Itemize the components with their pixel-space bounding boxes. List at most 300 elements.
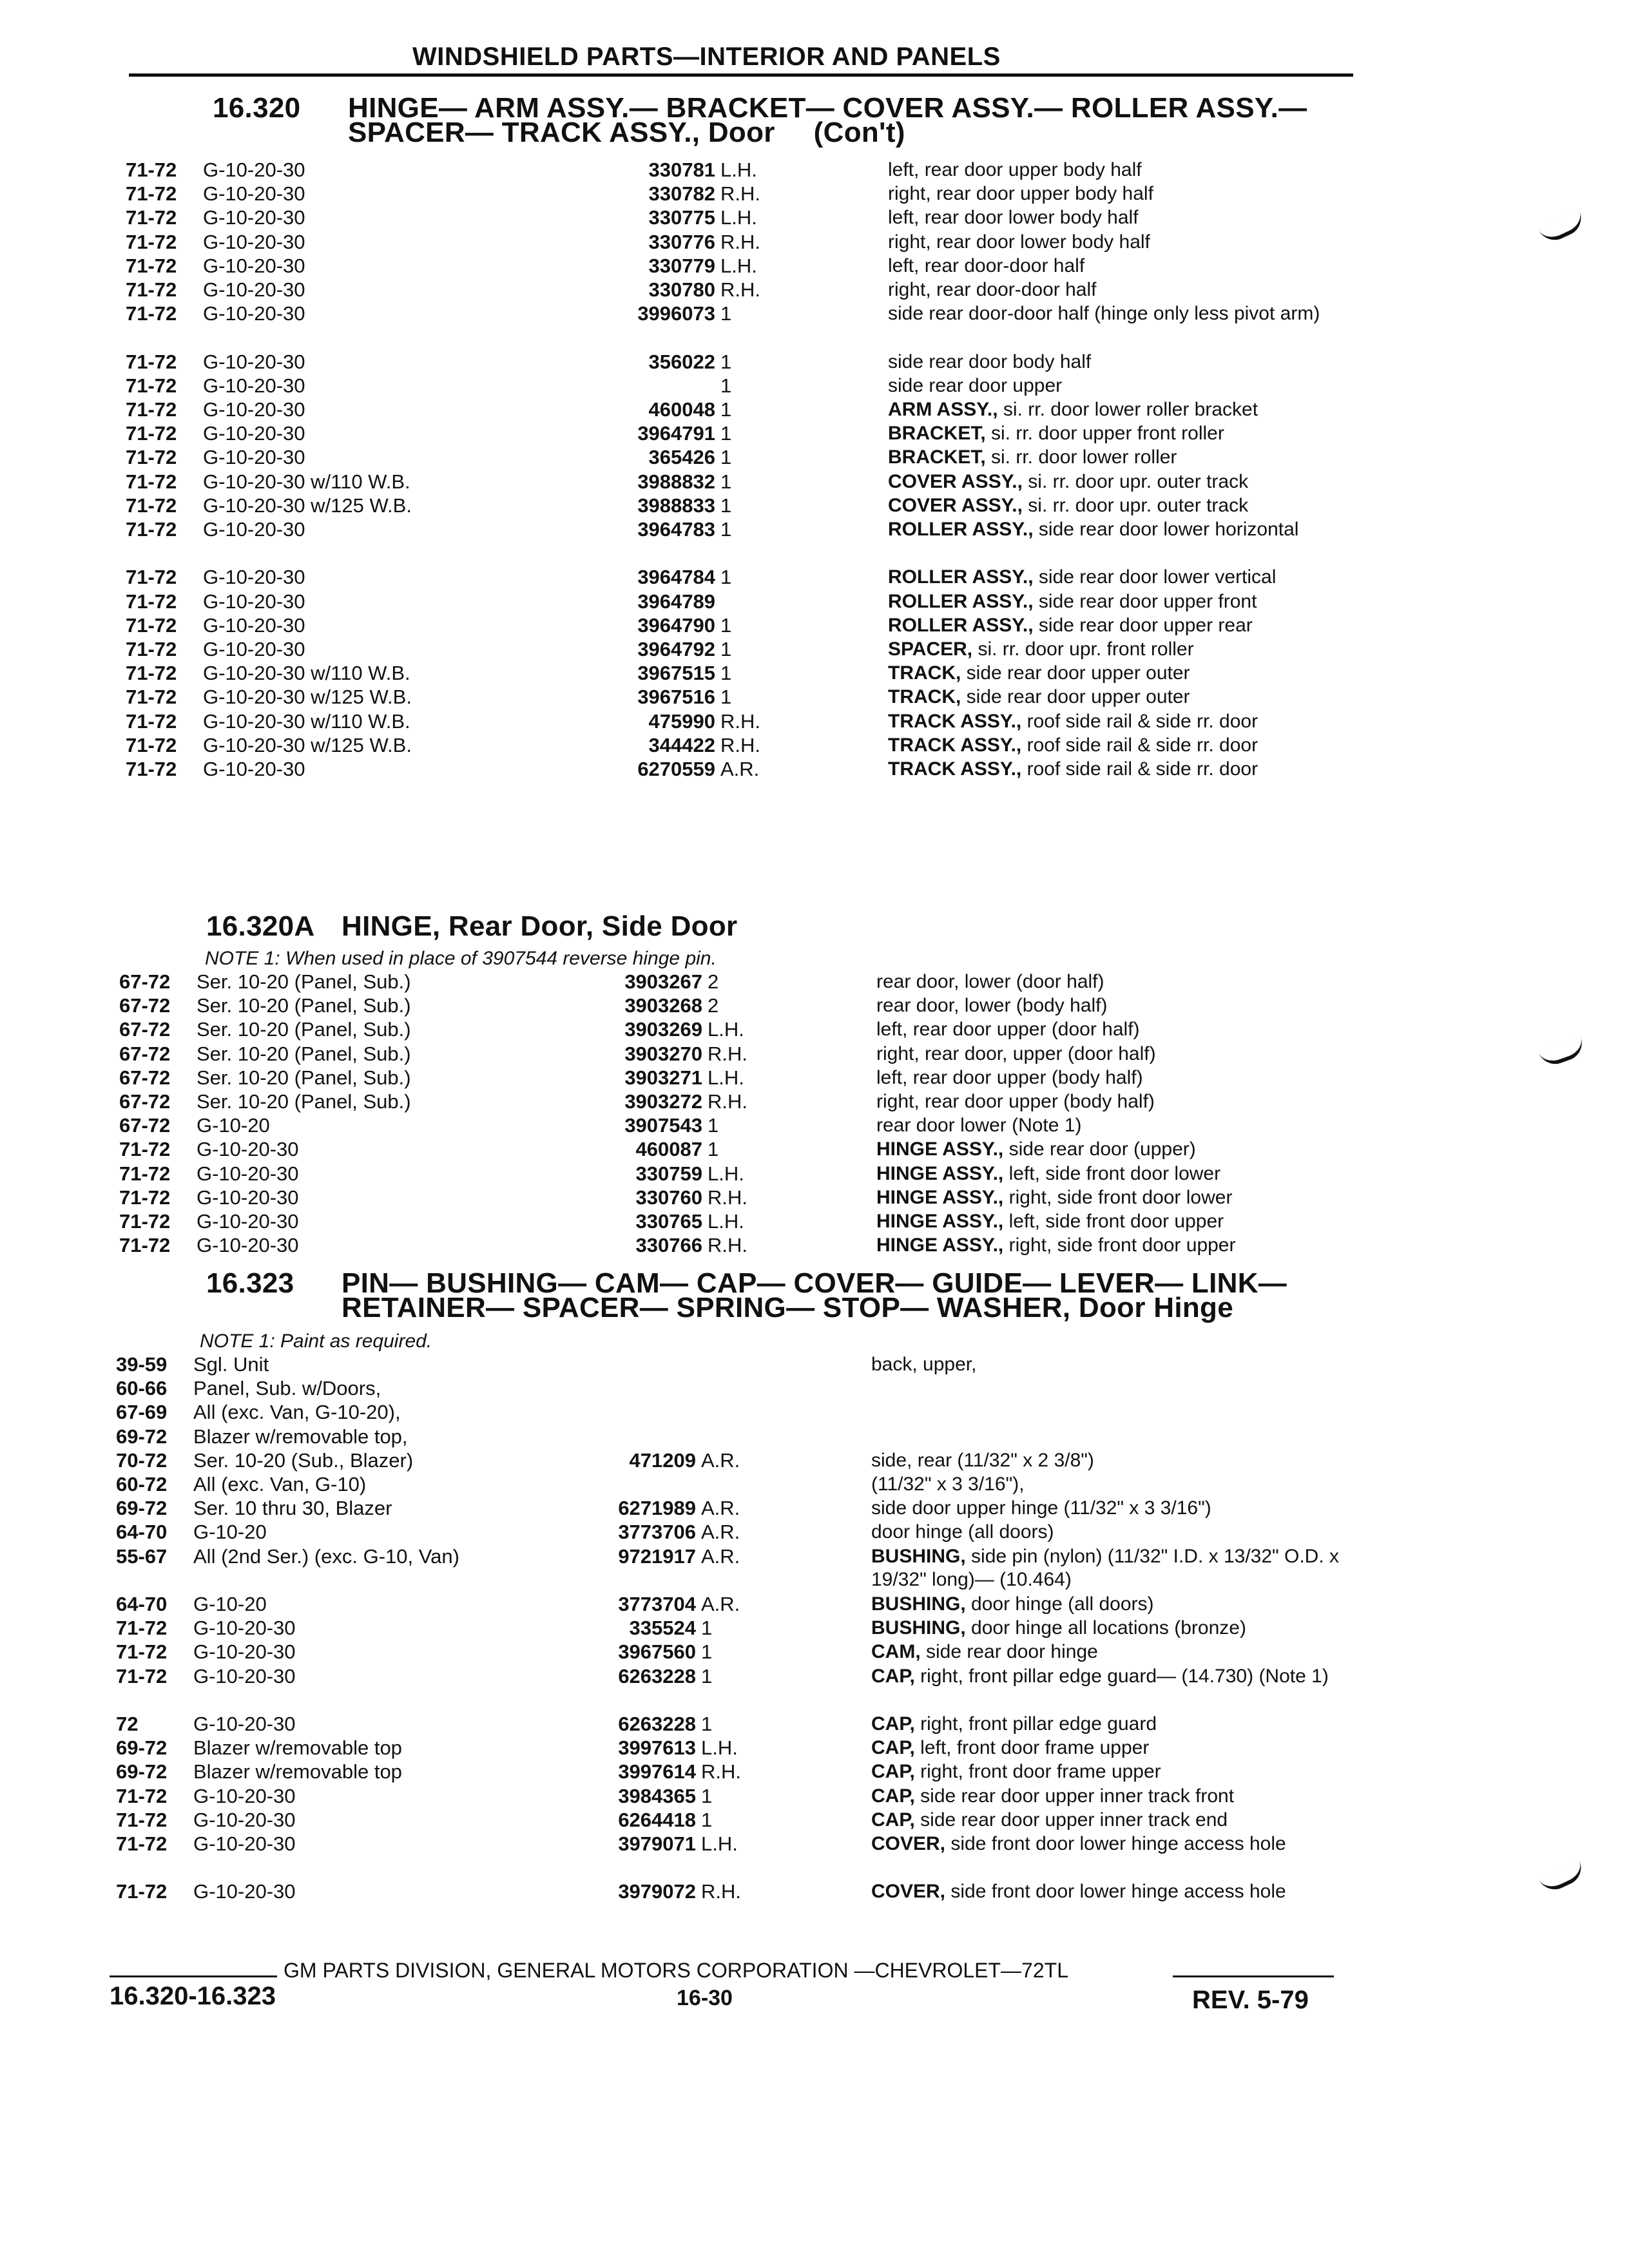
part-number-cell: 471209 <box>629 1448 696 1472</box>
year-cell: 69-72 <box>116 1497 168 1520</box>
year-cell: 71-72 <box>116 1808 168 1831</box>
description-cell <box>871 1736 1361 1760</box>
quantity-cell: 1 <box>701 1664 713 1687</box>
page-title: WINDSHIELD PARTS—INTERIOR AND PANELS <box>412 43 1001 71</box>
part-number-cell: 330780 <box>648 278 715 301</box>
model-cell: All (exc. Van, G-10) <box>193 1473 367 1495</box>
table-row <box>116 1760 1547 1783</box>
description-cell <box>876 1066 1366 1090</box>
description-cell <box>888 470 1378 494</box>
quantity-cell: 1 <box>720 422 732 445</box>
part-number-cell: 3903272 <box>624 1090 702 1113</box>
model-cell: Blazer w/removable top, <box>193 1425 408 1448</box>
quantity-cell: R.H. <box>708 1042 747 1065</box>
year-cell: 71-72 <box>126 638 177 660</box>
part-number-cell: 6270559 <box>637 758 715 780</box>
description-cell <box>888 590 1378 613</box>
part-number-cell: 3967516 <box>637 686 715 709</box>
part-number-cell: 3907543 <box>624 1114 702 1137</box>
year-cell: 64-70 <box>116 1593 168 1615</box>
table-row <box>116 1713 1547 1736</box>
table-row <box>116 1617 1547 1640</box>
year-cell: 71-72 <box>126 206 177 229</box>
footer-publisher: GM PARTS DIVISION, GENERAL MOTORS CORPORATION —CHEVROLET—72TL <box>284 1959 1068 1982</box>
description-keyword: TRACK ASSY., <box>888 710 1022 732</box>
description-keyword: TRACK, <box>888 662 961 684</box>
description-cell <box>888 710 1378 733</box>
part-number-cell: 330779 <box>648 254 715 277</box>
year-cell: 71-72 <box>126 398 177 421</box>
table-row <box>116 1401 1547 1424</box>
description-text: left, rear door upper body half <box>888 159 1142 180</box>
table-row <box>126 278 1547 302</box>
model-cell: G-10-20-30 <box>193 1880 296 1903</box>
description-cell <box>888 758 1378 781</box>
section-title-line2: RETAINER— SPACER— SPRING— STOP— WASHER, Door Hinge <box>342 1292 1234 1323</box>
description-keyword: TRACK ASSY., <box>888 758 1022 780</box>
description-text: si. rr. door upper front roller <box>985 423 1224 445</box>
quantity-cell: L.H. <box>708 1066 744 1089</box>
year-cell: 71-72 <box>119 1162 171 1185</box>
description-text: roof side rail & side rr. door <box>1021 710 1258 732</box>
description-cell <box>871 1832 1361 1856</box>
description-text: right, side front door lower <box>1003 1186 1233 1208</box>
year-cell: 69-72 <box>116 1425 168 1448</box>
table-row <box>119 1090 1547 1113</box>
description-text: side front door lower hinge access hole <box>945 1833 1286 1854</box>
description-cell <box>888 446 1378 469</box>
quantity-cell: 1 <box>708 1138 719 1161</box>
year-cell: 67-72 <box>119 994 171 1017</box>
description-cell <box>871 1473 1361 1496</box>
quantity-cell: 1 <box>708 1114 719 1137</box>
quantity-cell: 1 <box>720 398 732 421</box>
description-keyword: CAM, <box>871 1641 921 1663</box>
description-cell <box>876 1114 1366 1137</box>
year-cell: 71-72 <box>119 1234 171 1257</box>
table-row <box>119 1114 1547 1137</box>
description-cell <box>871 1665 1361 1688</box>
model-cell: G-10-20-30 <box>203 302 305 325</box>
part-number-cell: 3967560 <box>618 1640 696 1664</box>
description-keyword: COVER, <box>871 1881 946 1903</box>
part-number-cell: 3988833 <box>637 494 715 517</box>
description-keyword: ROLLER ASSY., <box>888 590 1034 612</box>
description-cell <box>871 1593 1361 1616</box>
quantity-cell: 1 <box>720 374 732 397</box>
table-row <box>119 1018 1547 1041</box>
description-keyword: BRACKET, <box>888 423 986 445</box>
part-number-cell: 3773706 <box>618 1521 696 1544</box>
description-text: right, rear door, upper (door half) <box>876 1043 1156 1064</box>
table-row <box>119 1210 1547 1233</box>
description-keyword: ROLLER ASSY., <box>888 566 1034 588</box>
description-text: door hinge (all doors) <box>871 1521 1054 1543</box>
model-cell: G-10-20-30 <box>197 1162 299 1185</box>
model-cell: Ser. 10 thru 30, Blazer <box>193 1497 392 1520</box>
footer-rule-left <box>110 1975 277 1977</box>
section-heading-16-320a <box>206 910 738 942</box>
description-text: side front door lower hinge access hole <box>945 1881 1286 1903</box>
table-row <box>116 1473 1547 1496</box>
description-text: left, rear door upper (body half) <box>876 1066 1143 1088</box>
quantity-cell: L.H. <box>708 1018 744 1041</box>
description-keyword: TRACK ASSY., <box>888 734 1022 756</box>
table-row <box>126 614 1547 637</box>
description-keyword: COVER ASSY., <box>888 470 1023 492</box>
table-row <box>126 446 1547 469</box>
description-cell <box>888 662 1378 685</box>
year-cell: 71-72 <box>126 446 177 469</box>
part-number-cell: 3964789 <box>637 590 715 613</box>
description-cell <box>888 518 1378 541</box>
part-number-cell: 3964784 <box>637 566 715 589</box>
part-number-cell: 344422 <box>648 733 715 756</box>
quantity-cell: R.H. <box>708 1090 747 1113</box>
quantity-cell: 1 <box>701 1640 713 1664</box>
description-cell <box>888 734 1378 757</box>
description-cell <box>888 422 1378 445</box>
description-cell <box>871 1809 1361 1832</box>
description-keyword: BUSHING, <box>871 1593 966 1615</box>
part-number-cell: 3773704 <box>618 1593 696 1615</box>
table-row <box>119 1186 1547 1209</box>
model-cell: G-10-20-30 <box>193 1664 296 1687</box>
description-text: left, side front door upper <box>1003 1211 1224 1232</box>
year-cell: 71-72 <box>126 302 177 325</box>
description-keyword: COVER ASSY., <box>888 494 1023 516</box>
year-cell: 71-72 <box>126 470 177 493</box>
year-cell: 71-72 <box>126 278 177 301</box>
year-cell: 67-72 <box>119 1018 171 1041</box>
description-cell <box>888 398 1378 421</box>
part-number-cell: 330781 <box>648 159 715 181</box>
part-number-cell: 3903268 <box>624 994 702 1017</box>
description-cell <box>888 206 1378 229</box>
model-cell: G-10-20-30 w/125 W.B. <box>203 494 412 517</box>
table-row <box>126 566 1547 589</box>
part-number-cell: 3979072 <box>618 1880 696 1903</box>
model-cell: Ser. 10-20 (Panel, Sub.) <box>197 1042 411 1065</box>
model-cell: Ser. 10-20 (Panel, Sub.) <box>197 1090 411 1113</box>
model-cell: G-10-20-30 <box>197 1210 299 1233</box>
year-cell: 67-72 <box>119 1066 171 1089</box>
description-cell <box>876 994 1366 1017</box>
description-text: side rear door hinge <box>920 1641 1098 1663</box>
footer-section-range: 16.320-16.323 <box>110 1982 276 2010</box>
quantity-cell: 1 <box>701 1808 713 1831</box>
year-cell: 39-59 <box>116 1353 168 1376</box>
description-text: right, rear door lower body half <box>888 231 1150 253</box>
year-cell: 71-72 <box>126 422 177 445</box>
description-text: side rear door upper inner track end <box>914 1809 1228 1831</box>
description-text: roof side rail & side rr. door <box>1021 758 1258 780</box>
description-text: left, front door frame upper <box>914 1737 1150 1759</box>
quantity-cell: A.R. <box>701 1521 740 1544</box>
description-cell <box>871 1785 1361 1808</box>
description-text: right, rear door upper body half <box>888 183 1153 205</box>
description-keyword: HINGE ASSY., <box>876 1162 1004 1184</box>
description-text: right, side front door upper <box>1003 1235 1236 1256</box>
part-number-cell: 330776 <box>648 230 715 253</box>
quantity-cell: 2 <box>708 994 719 1017</box>
description-text: side, rear (11/32" x 2 3/8") <box>871 1449 1094 1471</box>
part-number-cell: 3903269 <box>624 1018 702 1041</box>
table-row <box>126 686 1547 709</box>
description-keyword: ARM ASSY., <box>888 399 998 420</box>
model-cell: Ser. 10-20 (Panel, Sub.) <box>197 1018 411 1041</box>
year-cell: 71-72 <box>116 1640 168 1664</box>
description-text: left, rear door lower body half <box>888 207 1139 229</box>
section-note: NOTE 1: Paint as required. <box>200 1331 432 1352</box>
quantity-cell: 1 <box>720 662 732 685</box>
footer-revision: REV. 5-79 <box>1192 1986 1309 2014</box>
description-cell <box>876 1234 1366 1257</box>
quantity-cell: R.H. <box>708 1234 747 1257</box>
table-row <box>126 159 1547 182</box>
model-cell: G-10-20-30 <box>203 182 305 206</box>
year-cell: 55-67 <box>116 1544 168 1568</box>
table-row <box>126 422 1547 445</box>
part-number-cell: 330782 <box>648 182 715 206</box>
description-keyword: HINGE ASSY., <box>876 1186 1004 1208</box>
model-cell: Ser. 10-20 (Panel, Sub.) <box>197 970 411 993</box>
quantity-cell: L.H. <box>708 1162 744 1185</box>
table-row <box>116 1809 1547 1832</box>
year-cell: 71-72 <box>126 254 177 277</box>
year-cell: 71-72 <box>126 662 177 685</box>
year-cell: 71-72 <box>119 1186 171 1209</box>
description-keyword: ROLLER ASSY., <box>888 519 1034 540</box>
section-number: 16.323 <box>206 1267 294 1299</box>
table-row <box>126 662 1547 685</box>
quantity-cell: L.H. <box>701 1736 738 1760</box>
part-number-cell: 3967515 <box>637 662 715 685</box>
table-row <box>119 1162 1547 1186</box>
description-keyword: CAP, <box>871 1785 915 1807</box>
table-row <box>126 758 1547 781</box>
quantity-cell: 1 <box>701 1784 713 1807</box>
model-cell: G-10-20-30 <box>193 1808 296 1831</box>
year-cell: 71-72 <box>119 1210 171 1233</box>
year-cell: 71-72 <box>126 159 177 181</box>
description-cell <box>888 278 1378 302</box>
model-cell: G-10-20-30 w/125 W.B. <box>203 686 412 709</box>
description-text: left, rear door-door half <box>888 255 1085 276</box>
year-cell: 71-72 <box>116 1617 168 1640</box>
table-row <box>116 1377 1547 1400</box>
description-keyword: CAP, <box>871 1761 915 1783</box>
description-text: right, rear door-door half <box>888 279 1097 300</box>
description-keyword: ROLLER ASSY., <box>888 614 1034 636</box>
description-cell <box>888 494 1378 517</box>
description-cell <box>871 1449 1361 1472</box>
continued-label: (Con't) <box>813 117 905 148</box>
description-cell <box>871 1760 1361 1783</box>
part-number-cell: 3996073 <box>637 302 715 325</box>
quantity-cell: L.H. <box>720 159 757 181</box>
part-number-cell: 3903267 <box>624 970 702 993</box>
model-cell: Ser. 10-20 (Panel, Sub.) <box>197 1066 411 1089</box>
description-text: right, front pillar edge guard <box>914 1713 1157 1735</box>
description-text: right, rear door upper (body half) <box>876 1091 1155 1112</box>
part-number-cell: 330775 <box>648 206 715 229</box>
description-cell <box>888 638 1378 661</box>
part-number-cell: 460048 <box>648 398 715 421</box>
section-number: 16.320 <box>213 92 301 124</box>
model-cell: G-10-20-30 <box>197 1234 299 1257</box>
model-cell: G-10-20-30 w/110 W.B. <box>203 662 410 685</box>
description-cell <box>888 351 1378 374</box>
description-text: rear door, lower (door half) <box>876 971 1104 992</box>
description-cell <box>871 1497 1361 1520</box>
part-number-cell: 3903271 <box>624 1066 702 1089</box>
description-cell <box>871 1521 1361 1544</box>
quantity-cell: 1 <box>701 1713 713 1735</box>
model-cell: G-10-20 <box>197 1114 270 1137</box>
part-number-cell: 3964783 <box>637 518 715 541</box>
part-number-cell: 6263228 <box>618 1664 696 1687</box>
footer-rule-right <box>1173 1975 1334 1977</box>
model-cell: G-10-20-30 <box>193 1617 296 1640</box>
description-text: (11/32" x 3 3/16"), <box>871 1474 1025 1495</box>
section-title-line1: PIN— BUSHING— CAM— CAP— COVER— GUIDE— LEVER— LINK— <box>342 1267 1287 1299</box>
model-cell: G-10-20-30 <box>203 254 305 277</box>
year-cell: 69-72 <box>116 1736 168 1760</box>
table-row <box>119 970 1547 994</box>
quantity-cell: 1 <box>720 470 732 493</box>
table-row <box>116 1785 1547 1808</box>
model-cell: G-10-20-30 <box>203 374 305 397</box>
part-number-cell: 365426 <box>648 446 715 469</box>
description-cell <box>888 566 1378 589</box>
part-number-cell: 3964791 <box>637 422 715 445</box>
quantity-cell: 1 <box>720 686 732 709</box>
description-cell <box>876 970 1366 994</box>
model-cell: Ser. 10-20 (Sub., Blazer) <box>193 1448 414 1472</box>
table-row <box>116 1665 1547 1688</box>
description-text: si. rr. door upr. front roller <box>972 639 1194 660</box>
description-cell <box>888 159 1378 182</box>
description-cell <box>888 231 1378 254</box>
model-cell: G-10-20-30 w/110 W.B. <box>203 470 410 493</box>
part-number-cell: 330759 <box>635 1162 702 1185</box>
model-cell: G-10-20-30 <box>203 206 305 229</box>
description-cell <box>888 686 1378 709</box>
quantity-cell: 1 <box>720 446 732 469</box>
year-cell: 71-72 <box>126 566 177 589</box>
description-cell <box>876 1018 1366 1041</box>
model-cell: G-10-20-30 <box>203 230 305 253</box>
year-cell: 67-72 <box>119 1114 171 1137</box>
year-cell: 71-72 <box>126 590 177 613</box>
description-cell <box>876 1210 1366 1233</box>
model-cell: G-10-20-30 <box>203 159 305 181</box>
table-row <box>126 494 1547 517</box>
year-cell: 67-69 <box>116 1401 168 1424</box>
year-cell: 70-72 <box>116 1448 168 1472</box>
part-number-cell: 9721917 <box>618 1544 696 1568</box>
year-cell: 71-72 <box>126 709 177 733</box>
description-keyword: BUSHING, <box>871 1617 966 1639</box>
table-row <box>126 302 1547 325</box>
year-cell: 71-72 <box>126 518 177 541</box>
description-text: side rear door upper <box>888 374 1063 396</box>
model-cell: G-10-20-30 <box>203 350 305 373</box>
section-title-line1: HINGE— ARM ASSY.— BRACKET— COVER ASSY.— ROLLER ASSY.— <box>348 92 1307 124</box>
quantity-cell: A.R. <box>701 1593 740 1615</box>
year-cell: 67-72 <box>119 970 171 993</box>
table-row <box>126 518 1547 541</box>
part-number-cell: 3964792 <box>637 638 715 660</box>
description-cell <box>871 1880 1361 1903</box>
description-text: side rear door upper outer <box>961 686 1190 708</box>
quantity-cell: 2 <box>708 970 719 993</box>
part-number-cell: 3903270 <box>624 1042 702 1065</box>
year-cell: 71-72 <box>116 1784 168 1807</box>
quantity-cell: 1 <box>720 350 732 373</box>
table-row <box>116 1449 1547 1472</box>
model-cell: G-10-20 <box>193 1593 267 1615</box>
year-cell: 71-72 <box>126 182 177 206</box>
quantity-cell: A.R. <box>701 1544 740 1568</box>
table-row <box>119 994 1547 1017</box>
description-cell <box>876 1162 1366 1186</box>
quantity-cell: A.R. <box>701 1497 740 1520</box>
description-keyword: HINGE ASSY., <box>876 1139 1004 1160</box>
quantity-cell: R.H. <box>708 1186 747 1209</box>
description-keyword: COVER, <box>871 1833 946 1854</box>
description-keyword: BUSHING, <box>871 1545 966 1567</box>
description-text: door hinge all locations (bronze) <box>965 1617 1246 1639</box>
model-cell: G-10-20-30 <box>193 1713 296 1735</box>
part-number-cell: 475990 <box>648 709 715 733</box>
table-row <box>126 470 1547 494</box>
description-text: side rear door (upper) <box>1003 1139 1196 1160</box>
quantity-cell: 1 <box>701 1617 713 1640</box>
description-text: side rear door-door half (hinge only less pivot arm) <box>888 303 1320 325</box>
title-rule <box>129 73 1353 77</box>
description-keyword: TRACK, <box>888 686 961 708</box>
description-text: left, rear door upper (door half) <box>876 1019 1140 1041</box>
description-cell <box>888 255 1378 278</box>
quantity-cell: A.R. <box>720 758 760 780</box>
description-text: right, front pillar edge guard— (14.730) (Note 1) <box>914 1665 1329 1687</box>
footer-page-number: 16-30 <box>677 1986 733 2010</box>
table-row <box>119 1138 1547 1161</box>
model-cell: G-10-20-30 <box>193 1832 296 1855</box>
description-keyword: HINGE ASSY., <box>876 1235 1004 1256</box>
table-row <box>116 1497 1547 1520</box>
description-cell <box>871 1545 1361 1591</box>
table-row <box>119 1234 1547 1257</box>
table-row <box>119 1066 1547 1090</box>
description-cell <box>876 1090 1366 1113</box>
model-cell: All (2nd Ser.) (exc. G-10, Van) <box>193 1544 459 1568</box>
year-cell: 71-72 <box>126 733 177 756</box>
table-row <box>126 374 1547 398</box>
model-cell: G-10-20-30 <box>203 613 305 637</box>
model-cell: Ser. 10-20 (Panel, Sub.) <box>197 994 411 1017</box>
year-cell: 71-72 <box>116 1832 168 1855</box>
quantity-cell: R.H. <box>720 182 760 206</box>
description-keyword: HINGE ASSY., <box>876 1211 1004 1232</box>
table-row <box>119 1043 1547 1066</box>
part-number-cell: 330760 <box>635 1186 702 1209</box>
model-cell: G-10-20-30 <box>203 758 305 780</box>
model-cell: G-10-20-30 <box>193 1784 296 1807</box>
description-text: rear door, lower (body half) <box>876 995 1108 1017</box>
